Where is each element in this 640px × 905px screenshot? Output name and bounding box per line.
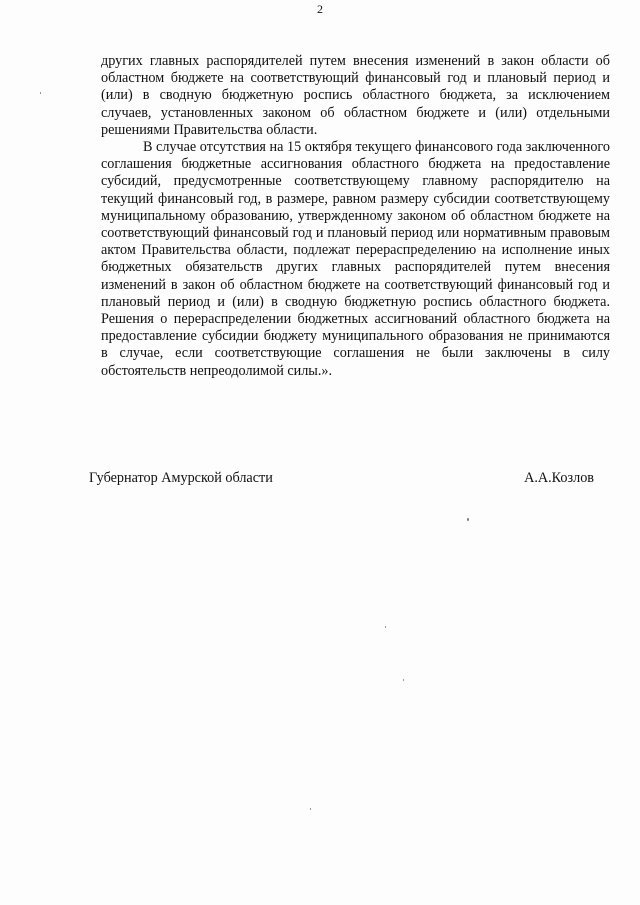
scan-speck — [403, 679, 404, 681]
paragraph-subsidy-redistribution: В случае отсутствия на 15 октября текущего финансового года заключенного соглашения бюджетные ассигнования областного бюджета на предоставление субсидий, предусмотренные соответствующему главному распорядителю на текущий финансовый год, в размере, равном размеру субсидии соответствующему муниципальному образованию, утвержденному законом об областном бюджете на соответствующий финансовый год и плановый период или нормативным правовым актом Правительства области, подлежат перераспределению на исполнение иных бюджетных обязательств других главных распорядителей путем внесения изменений в закон об областном бюджете на соответствующий финансовый год и плановый период и (или) в сводную бюджетную роспись областного бюджета. Решения о перераспределении бюджетных ассигнований областного бюджета на предоставление субсидии бюджету муниципального образования не принимаются в случае, если соответствующие соглашения не были заключены в силу обстоятельств непреодолимой силы.». — [101, 139, 610, 379]
body-text — [101, 53, 610, 380]
scan-speck — [40, 92, 41, 94]
page-number: 2 — [317, 2, 323, 16]
signatory-title: Губернатор Амурской области — [89, 470, 273, 486]
scan-speck — [310, 808, 311, 810]
paragraph-continuation: других главных распорядителей путем внесения изменений в закон области об областном бюджете на соответствующий финансовый год и плановый период и (или) в сводную бюджетную роспись областного бюджета, за исключением случаев, установленных законом об областном бюджете и (или) отдельными решениями Правительства области. — [101, 53, 610, 138]
scan-speck — [385, 626, 386, 628]
scan-speck — [467, 518, 469, 521]
signatory-name: А.А.Козлов — [524, 470, 594, 486]
